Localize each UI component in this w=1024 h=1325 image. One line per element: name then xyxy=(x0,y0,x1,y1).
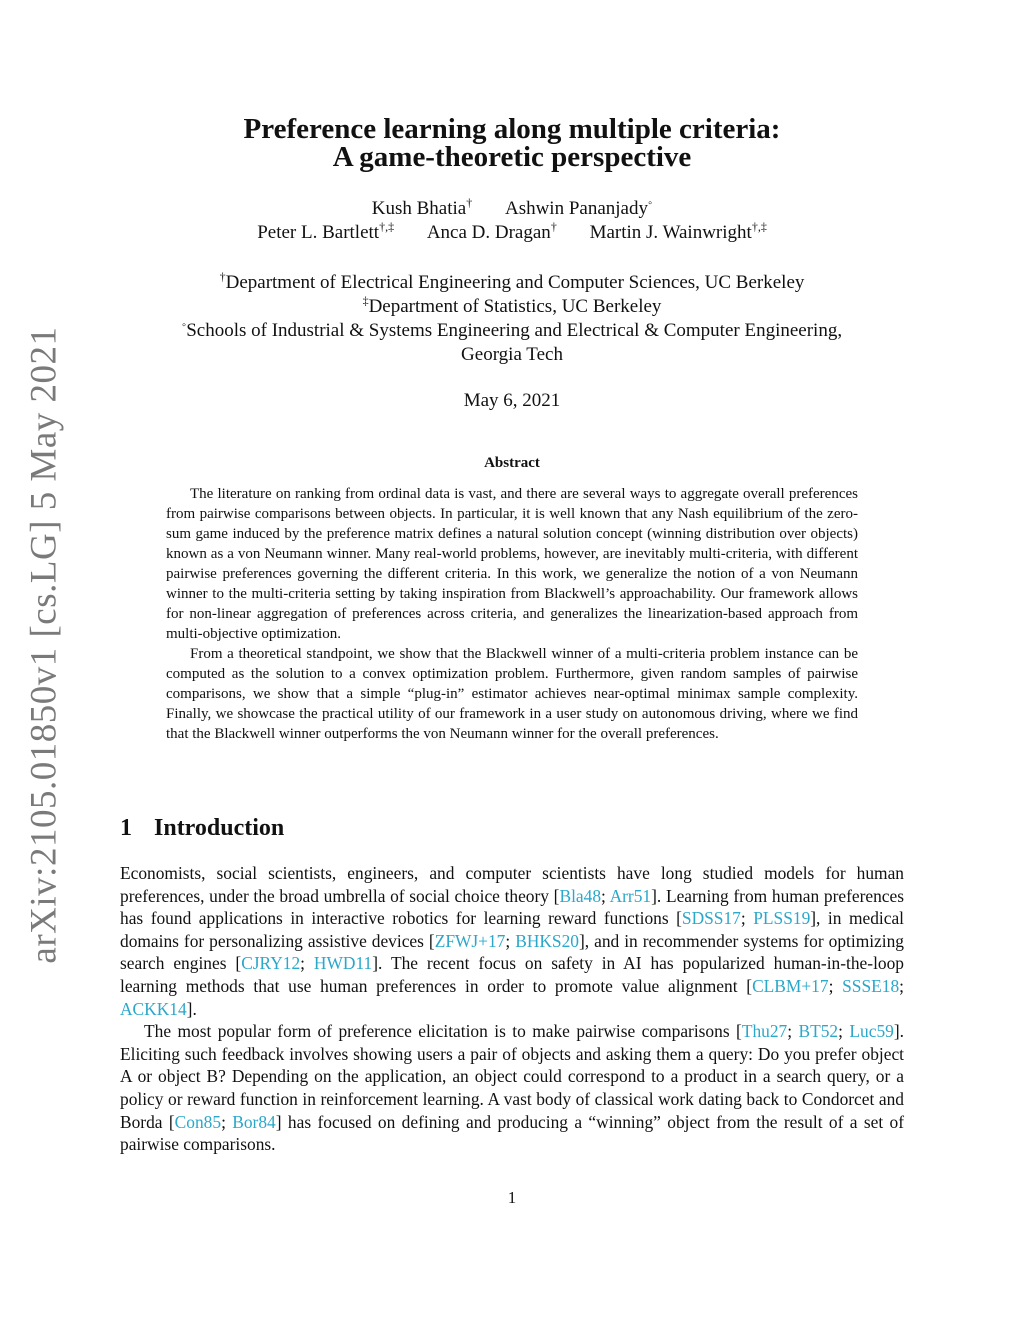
citation-link[interactable]: ACKK14 xyxy=(120,998,187,1019)
citation-link[interactable]: PLSS19 xyxy=(753,908,811,929)
abstract-heading: Abstract xyxy=(484,455,540,471)
citation-link[interactable]: Luc59 xyxy=(849,1021,894,1042)
author-list xyxy=(120,197,904,245)
intro-text-run: ] has focused on defining and producing a “winning” object from the result of a set of pairwise comparisons. xyxy=(120,1111,905,1155)
page-number: 1 xyxy=(507,1188,517,1207)
citation-link[interactable]: Con85 xyxy=(174,1111,222,1132)
section-title: Introduction xyxy=(154,815,285,841)
citation-link[interactable]: CJRY12 xyxy=(241,953,301,974)
author: Martin J. Wainwright†,‡ xyxy=(589,219,767,243)
citation-link[interactable]: BT52 xyxy=(798,1021,839,1042)
intro-text-run: ; xyxy=(828,975,843,996)
intro-text-run: ; xyxy=(899,975,904,996)
affiliation: ◦Schools of Industrial & Systems Engineering and Electrical & Computer Engineering, xyxy=(181,317,843,341)
intro-text-run: ]. The recent focus on safety in AI has popularized human-in-the-loop learning methods that use human preferences in order to promote value alignment [ xyxy=(120,953,904,996)
affiliation: †Department of Electrical Engineering and Computer Sciences, UC Berkeley xyxy=(219,269,805,293)
citation-link[interactable]: BHKS20 xyxy=(515,930,579,951)
intro-text-run: ], in medical domains for personalizing assistive devices [ xyxy=(120,908,905,951)
arxiv-identifier: arXiv:2105.01850v1 [cs.LG] 5 May 2021 xyxy=(23,326,65,964)
intro-text-run: ]. Learning from human preferences has found applications in interactive robotics for learning reward functions [ xyxy=(120,885,905,929)
author: Peter L. Bartlett†,‡ xyxy=(257,219,395,243)
citation-link[interactable]: ZFWJ+17 xyxy=(434,930,506,951)
abstract-body xyxy=(166,484,858,744)
author-row-2 xyxy=(120,221,904,245)
intro-text-run: The most popular form of preference elicitation is to make pairwise comparisons [ xyxy=(144,1021,742,1042)
intro-text-run: ; xyxy=(300,953,314,974)
intro-text-run: ; xyxy=(221,1111,233,1132)
intro-paragraph-1 xyxy=(120,862,904,1020)
abstract-paragraph-1: The literature on ranking from ordinal data is vast, and there are several ways to aggregate overall preferences from pairwise comparisons between objects. In particular, it is well known that any Nash equilibrium of the zero-sum game induced by the preference matrix defines a natural solution concept (winning distribution over objects) known as a von Neumann winner. Many real-world problems, however, are inevitably multi-criteria, with different pairwise preferences governing the different criteria. In this work, we generalize the notion of a von Neumann winner to the multi-criteria setting by taking inspiration from Blackwell’s approachability. Our framework allows for non-linear aggregation of preferences across criteria, and generalizes the linearization-based approach from multi-objective optimization. xyxy=(166,486,858,642)
author: Kush Bhatia† xyxy=(371,195,473,219)
section-number: 1 xyxy=(120,815,132,841)
intro-paragraph-2 xyxy=(120,1020,904,1156)
author-row-1 xyxy=(120,197,904,221)
citation-link[interactable]: Bla48 xyxy=(559,885,602,906)
title-line-2: A game-theoretic perspective xyxy=(332,141,692,173)
citation-link[interactable]: CLBM+17 xyxy=(752,975,829,996)
intro-text-run: ]. Eliciting such feedback involves showing users a pair of objects and asking them a query: Do you prefer object A or object B? Depending on the application, an object could correspond to a product in a search query, or a policy or reward function in reinforcement learning. A vast body of classical work dating back to Condorcet and Borda [ xyxy=(120,1021,904,1132)
citation-link[interactable]: Thu27 xyxy=(741,1021,788,1042)
intro-text-run: Economists, social scientists, engineers, and computer scientists have long studied models for human preferences, under the broad umbrella of social choice theory [ xyxy=(120,863,904,906)
citation-link[interactable]: SDSS17 xyxy=(681,908,741,929)
intro-text-run: ; xyxy=(601,885,610,906)
author: Ashwin Pananjady◦ xyxy=(504,195,653,219)
intro-text-run: ; xyxy=(787,1021,799,1042)
section-heading xyxy=(120,815,284,842)
intro-text-run: ; xyxy=(838,1021,850,1042)
title-line-1: Preference learning along multiple criteria: xyxy=(243,113,781,145)
affiliation: ‡Department of Statistics, UC Berkeley xyxy=(362,293,662,317)
citation-link[interactable]: HWD11 xyxy=(313,953,373,974)
paper-title xyxy=(120,115,904,171)
intro-text-run: ; xyxy=(505,930,516,951)
affiliation: Georgia Tech xyxy=(461,344,563,365)
citation-link[interactable]: SSSE18 xyxy=(842,975,900,996)
publication-date: May 6, 2021 xyxy=(463,390,561,411)
citation-link[interactable]: Bor84 xyxy=(232,1111,276,1132)
intro-text-run: ; xyxy=(740,908,754,929)
intro-text-run: ], and in recommender systems for optimizing search engines [ xyxy=(120,930,904,974)
arxiv-sidebar-stamp xyxy=(14,326,74,964)
abstract-paragraph-2: From a theoretical standpoint, we show that the Blackwell winner of a multi-criteria problem instance can be computed as the solution to a convex optimization problem. Furthermore, given random samples of pairwise comparisons, we show that a simple “plug-in” estimator achieves near-optimal minimax sample complexity. Finally, we showcase the practical utility of our framework in a user study on autonomous driving, where we find that the Blackwell winner outperforms the von Neumann winner for the overall preferences. xyxy=(166,646,858,742)
affiliation-list xyxy=(120,271,904,367)
citation-link[interactable]: Arr51 xyxy=(609,885,652,906)
intro-body xyxy=(120,862,904,1156)
author: Anca D. Dragan† xyxy=(426,219,557,243)
intro-text-run: ]. xyxy=(186,998,197,1019)
